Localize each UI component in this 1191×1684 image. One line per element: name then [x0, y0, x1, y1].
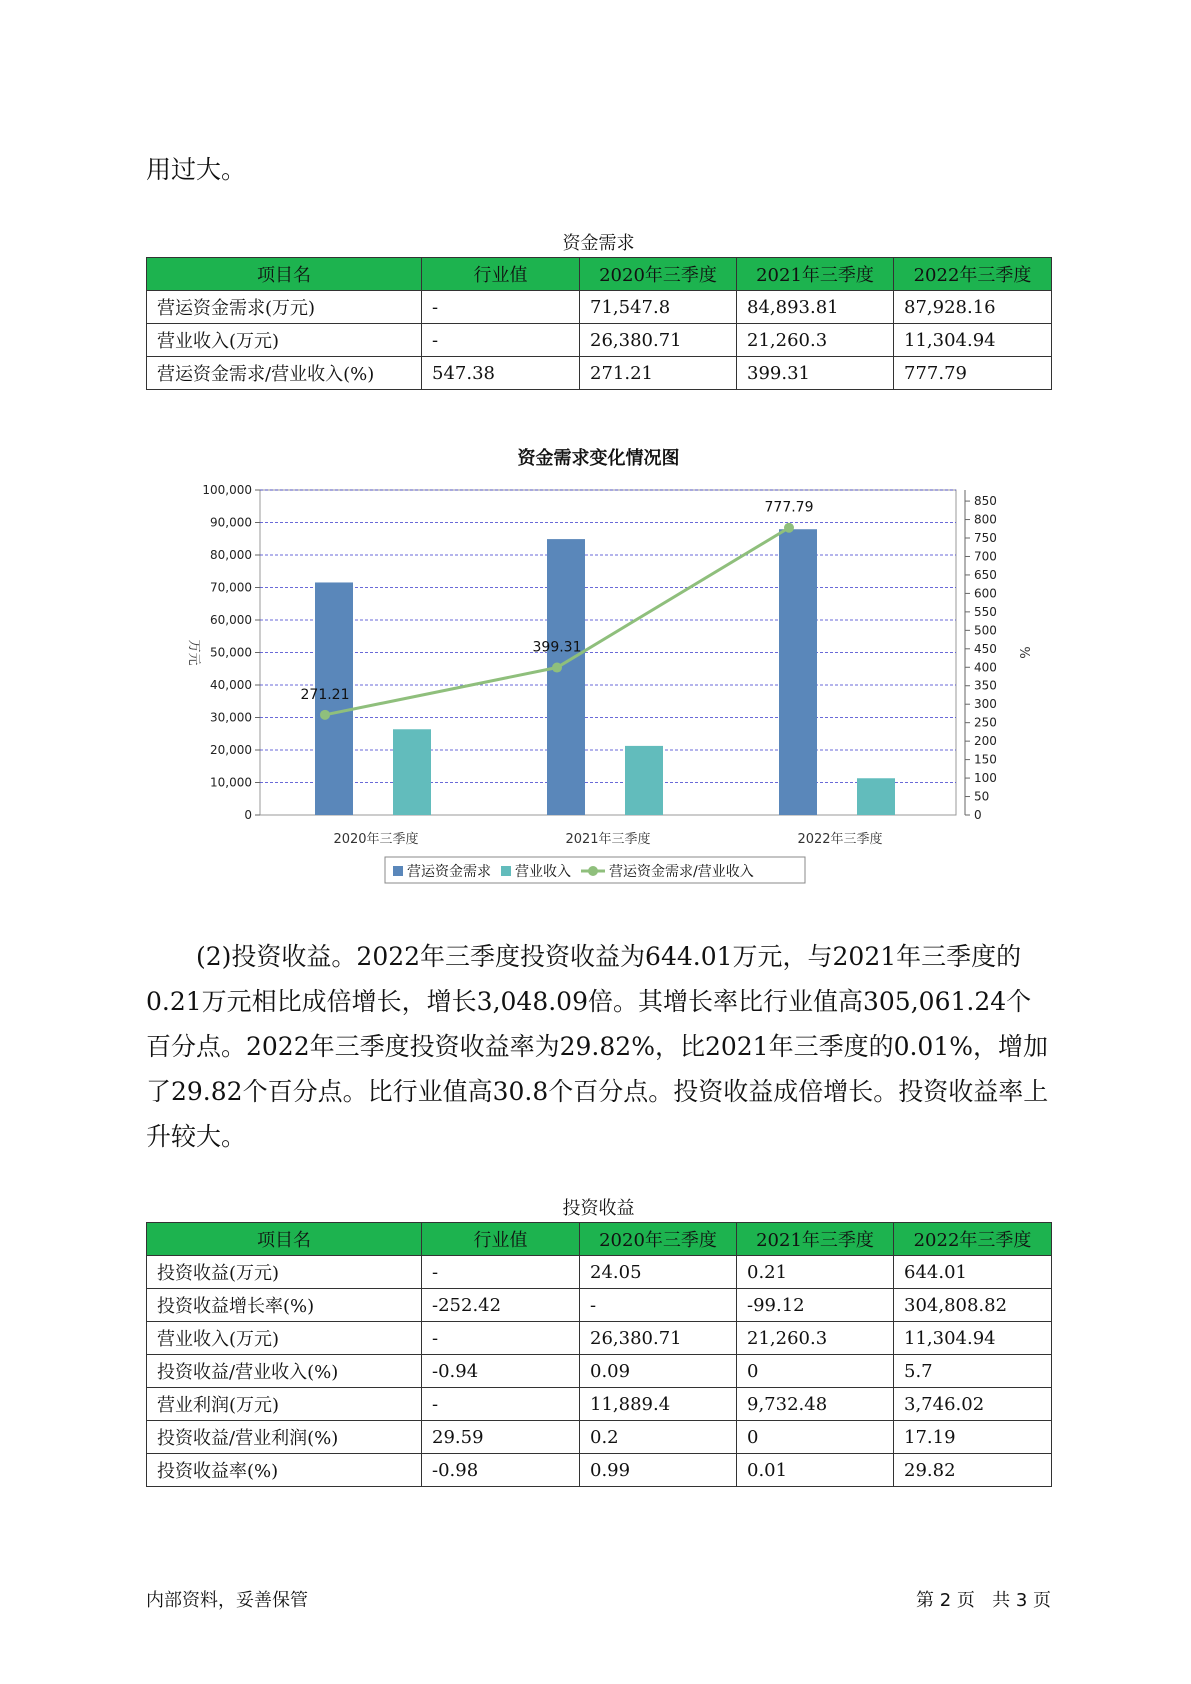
table-cell: 9,732.48 [737, 1388, 894, 1421]
y2-tick-label: 350 [974, 678, 997, 693]
y2-tick-label: 200 [974, 734, 997, 749]
header-cell: 行业值 [422, 258, 580, 291]
table-header-row [147, 1223, 1052, 1256]
table-cell: - [422, 1388, 580, 1421]
legend-label: 营运资金需求 [407, 864, 491, 880]
header-cell: 2022年三季度 [894, 258, 1052, 291]
legend-label: 营运资金需求/营业收入 [609, 864, 754, 880]
table-cell: - [422, 1322, 580, 1355]
bar-working-capital [779, 529, 817, 815]
bar-revenue [625, 746, 663, 815]
y-tick-label: 100,000 [202, 483, 252, 497]
y2-tick-label: 100 [974, 771, 997, 786]
table-cell: - [422, 1256, 580, 1289]
y2-tick-label: 150 [974, 752, 997, 767]
table-cell: 营业利润(万元) [147, 1388, 422, 1421]
header-cell: 2022年三季度 [894, 1223, 1052, 1256]
working-capital-table [146, 257, 1052, 390]
table-cell: 644.01 [894, 1256, 1052, 1289]
table-cell: 0.01 [737, 1454, 894, 1487]
ratio-data-label: 777.79 [764, 499, 814, 516]
table-cell: 投资收益/营业利润(%) [147, 1421, 422, 1454]
table-row [147, 1256, 1052, 1289]
table-cell: - [580, 1289, 737, 1322]
table-cell: 0 [737, 1355, 894, 1388]
bar-revenue [857, 778, 895, 815]
table-cell: 0.21 [737, 1256, 894, 1289]
header-cell: 2020年三季度 [580, 1223, 737, 1256]
x-tick-label: 2020年三季度 [333, 832, 419, 847]
x-tick-label: 2021年三季度 [565, 832, 651, 847]
table-cell: 3,746.02 [894, 1388, 1052, 1421]
table-cell: 21,260.3 [737, 1322, 894, 1355]
table-row [147, 357, 1052, 390]
table-header-row [147, 258, 1052, 291]
y-tick-label: 80,000 [210, 548, 252, 562]
table-row [147, 1355, 1052, 1388]
table-cell: 投资收益/营业收入(%) [147, 1355, 422, 1388]
y-tick-label: 70,000 [210, 580, 252, 595]
table-cell: 0.09 [580, 1355, 737, 1388]
header-cell: 项目名 [147, 1223, 422, 1256]
table-cell: 0.99 [580, 1454, 737, 1487]
table-cell: 26,380.71 [580, 324, 737, 357]
table-cell: 投资收益(万元) [147, 1256, 422, 1289]
page-unit: 页 [956, 1590, 975, 1611]
bar-revenue [393, 729, 431, 815]
table-cell: 营业收入(万元) [147, 1322, 422, 1355]
table-cell: 271.21 [580, 357, 737, 390]
y2-tick-label: 600 [974, 586, 997, 601]
table-cell: 29.82 [894, 1454, 1052, 1487]
y2-tick-label: 400 [974, 660, 997, 675]
table-cell: 21,260.3 [737, 324, 894, 357]
table-cell: 11,889.4 [580, 1388, 737, 1421]
intro-fragment: 用过大。 [146, 155, 247, 184]
table-cell: 11,304.94 [894, 324, 1052, 357]
footer-page-number [916, 1586, 1051, 1612]
ratio-data-label: 399.31 [532, 639, 582, 656]
page-total-unit: 页 [1033, 1590, 1051, 1611]
y-tick-label: 20,000 [210, 743, 252, 757]
chart-svg [146, 432, 1051, 892]
y-tick-label: 40,000 [210, 678, 252, 692]
table-cell: -0.98 [422, 1454, 580, 1487]
y-tick-label: 50,000 [210, 645, 252, 660]
table-cell: 0.2 [580, 1421, 737, 1454]
page-total-label: 共 [992, 1590, 1011, 1611]
legend-swatch [501, 866, 511, 876]
page-current-label: 第 [915, 1590, 934, 1611]
table-cell: -99.12 [737, 1289, 894, 1322]
investment-income-paragraph: (2)投资收益。2022年三季度投资收益为644.01万元，与2021年三季度的0.21万元相比成倍增长，增长3,048.09倍。其增长率比行业值高305,061.24个百分点。2022年三季度投资收益率为29.82%，比2021年三季度的0.01%，增加了29.82个百分点。比行业值高30.8个百分点。投资收益成倍增长。投资收益率上升较大。 [146, 942, 1049, 1151]
table-cell: 营业收入(万元) [147, 324, 422, 357]
legend-label: 营业收入 [515, 864, 571, 880]
header-cell: 2020年三季度 [580, 258, 737, 291]
y2-tick-label: 250 [974, 715, 997, 730]
y2-tick-label: 0 [974, 808, 982, 822]
chart-title: 资金需求变化情况图 [517, 448, 680, 469]
y2-tick-label: 750 [974, 531, 997, 546]
y2-tick-label: 300 [974, 697, 997, 712]
table-cell: 营运资金需求/营业收入(%) [147, 357, 422, 390]
table-row [147, 291, 1052, 324]
table-cell: 26,380.71 [580, 1322, 737, 1355]
footer-confidential: 内部资料，妥善保管 [146, 1590, 308, 1611]
investment-income-table [146, 1222, 1052, 1487]
table-cell: 0 [737, 1421, 894, 1454]
ratio-point [552, 663, 562, 673]
table-row [147, 1322, 1052, 1355]
y2-tick-label: 550 [974, 604, 997, 619]
working-capital-chart [146, 432, 1051, 892]
legend-swatch [393, 866, 403, 876]
table-cell: -252.42 [422, 1289, 580, 1322]
table-cell: 11,304.94 [894, 1322, 1052, 1355]
legend-point-swatch [588, 866, 598, 876]
page-current: 2 [939, 1590, 952, 1611]
table-cell: 304,808.82 [894, 1289, 1052, 1322]
y2-tick-label: 500 [974, 623, 997, 638]
y2-tick-label: 450 [974, 641, 997, 656]
header-cell: 行业值 [422, 1223, 580, 1256]
table-cell: 投资收益率(%) [147, 1454, 422, 1487]
table-cell: 547.38 [422, 357, 580, 390]
table-cell: 71,547.8 [580, 291, 737, 324]
table-cell: 5.7 [894, 1355, 1052, 1388]
header-cell: 项目名 [147, 258, 422, 291]
y2-tick-label: 50 [974, 789, 990, 804]
table-cell: 营运资金需求(万元) [147, 291, 422, 324]
table-cell: 777.79 [894, 357, 1052, 390]
y-tick-label: 90,000 [210, 515, 252, 530]
y-tick-label: 30,000 [210, 710, 252, 725]
table-cell: 87,928.16 [894, 291, 1052, 324]
header-cell: 2021年三季度 [737, 258, 894, 291]
table-cell: 17.19 [894, 1421, 1052, 1454]
table-cell: 29.59 [422, 1421, 580, 1454]
y-tick-label: 0 [244, 808, 252, 822]
table-row [147, 1388, 1052, 1421]
y2-tick-label: 850 [974, 494, 997, 509]
ratio-data-label: 271.21 [300, 686, 350, 703]
ratio-point [784, 523, 794, 533]
y-axis-label: 万元 [186, 639, 201, 666]
y2-axis-label: % [1016, 646, 1031, 659]
table-cell: 24.05 [580, 1256, 737, 1289]
table-row [147, 1289, 1052, 1322]
y2-tick-label: 800 [974, 512, 997, 527]
bar-working-capital [547, 539, 585, 815]
table-cell: 投资收益增长率(%) [147, 1289, 422, 1322]
table-cell: -0.94 [422, 1355, 580, 1388]
table-row [147, 1421, 1052, 1454]
table-cell: - [422, 291, 580, 324]
ratio-point [320, 710, 330, 720]
y-tick-label: 60,000 [210, 613, 252, 627]
y2-tick-label: 700 [974, 549, 997, 564]
table-cell: 84,893.81 [737, 291, 894, 324]
table-row [147, 324, 1052, 357]
y-tick-label: 10,000 [210, 775, 252, 790]
header-cell: 2021年三季度 [737, 1223, 894, 1256]
table-row [147, 1454, 1052, 1487]
y2-tick-label: 650 [974, 567, 997, 582]
x-tick-label: 2022年三季度 [797, 832, 883, 847]
table2-caption: 投资收益 [562, 1198, 635, 1219]
page-total: 3 [1015, 1590, 1028, 1611]
table1-caption: 资金需求 [562, 233, 635, 254]
table-cell: 399.31 [737, 357, 894, 390]
table-cell: - [422, 324, 580, 357]
